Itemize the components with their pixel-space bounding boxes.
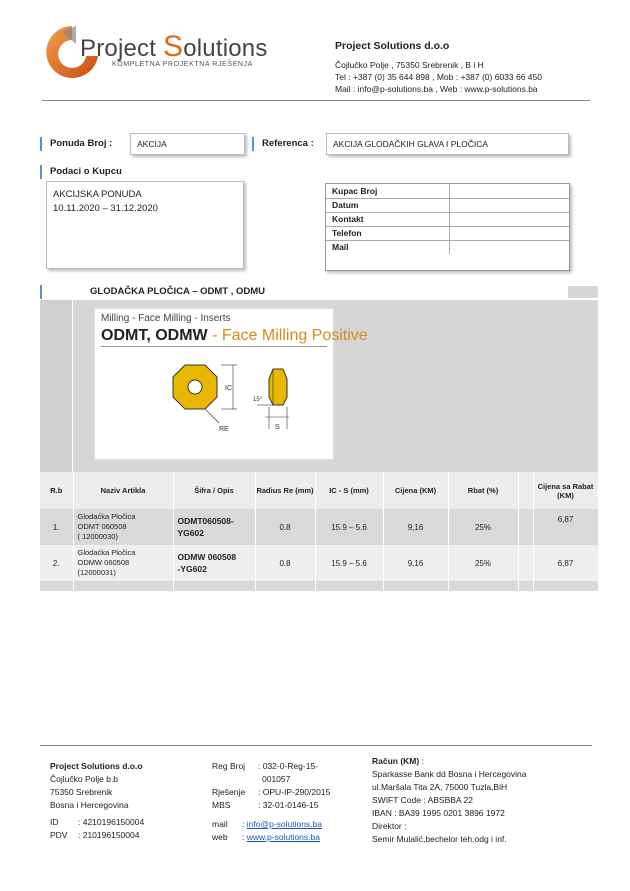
- table-row: [326, 226, 569, 240]
- table-row: [326, 198, 569, 212]
- cell-radius: 0.8: [255, 509, 315, 545]
- sifra-line: -YG602: [177, 564, 207, 574]
- footer-bank-block: [372, 755, 602, 846]
- image-divider: [101, 346, 327, 347]
- mail-link[interactable]: info@p-solutions.ba: [246, 819, 322, 829]
- offer-number-value: AKCIJA: [137, 139, 167, 149]
- offer-number-field: [130, 133, 245, 155]
- section-title: GLODAČKA PLOČICA – ODMT , ODMU: [90, 286, 266, 297]
- rjesenje-label: Rješenje: [212, 787, 246, 797]
- contact-value: [449, 198, 569, 212]
- bank-line: ul.Maršala Tita 2A, 75000 Tuzla,BiH: [372, 782, 508, 792]
- table-row: [40, 509, 598, 545]
- footer-divider: [40, 745, 592, 746]
- dim-re-label: RE: [219, 426, 229, 433]
- cell-sifra: [173, 509, 255, 545]
- cell-cijena-rabat: 6,87: [533, 545, 598, 581]
- reg-value-cont: 001057: [262, 774, 291, 784]
- table-row: [326, 184, 569, 198]
- section-marker: [568, 286, 598, 298]
- mail-label: mail: [212, 819, 228, 829]
- image-title-models: ODMT, ODMW: [101, 327, 208, 344]
- customer-box: [46, 181, 244, 269]
- company-name: Project Solutions d.o.o: [335, 40, 450, 52]
- cell-radius: 0.8: [255, 545, 315, 581]
- cell-empty: [518, 509, 533, 545]
- reference-label: Referenca :: [262, 138, 314, 149]
- cell-naziv: [73, 509, 173, 545]
- mbs-label: MBS: [212, 800, 231, 810]
- footer-pdv-row: [50, 829, 210, 842]
- image-title-desc: - Face Milling Positive: [207, 327, 368, 344]
- contact-value: [449, 240, 569, 254]
- image-category: Milling - Face Milling - Inserts: [101, 313, 231, 324]
- footer-address: Čojlučko Polje b.b: [50, 774, 119, 784]
- naziv-line: ODMT 060508: [77, 522, 127, 531]
- reference-value: AKCIJA GLODAČKIH GLAVA I PLOČICA: [333, 139, 489, 149]
- pdv-label: PDV: [50, 830, 68, 840]
- footer-id-row: [50, 816, 210, 829]
- accent-bar: [40, 165, 42, 179]
- web-row: web : www.p-solutions.ba: [212, 832, 320, 842]
- racun-suffix: :: [419, 756, 424, 766]
- direktor-label: Direktor :: [372, 821, 407, 831]
- table-row: [326, 212, 569, 226]
- cell-cijena: 9,16: [383, 509, 448, 545]
- contact-value: [449, 226, 569, 240]
- naziv-line: ( 12000030): [77, 532, 118, 541]
- cell-naziv: [73, 545, 173, 581]
- accent-bar: [40, 137, 42, 151]
- col-header: Cijena sa Rabat (KM): [533, 472, 598, 509]
- accent-bar: [252, 137, 254, 151]
- naziv-line: Glodaćka Pločica: [77, 548, 136, 557]
- sifra-line: YG602: [177, 528, 204, 538]
- contact-label: Telefon: [326, 226, 449, 240]
- iban: IBAN : BA39 1995 0201 3896 1972: [372, 808, 505, 818]
- contact-label: Kontakt: [326, 212, 449, 226]
- col-header-empty: [518, 472, 533, 509]
- reference-field: [326, 133, 569, 155]
- col-header: Rbat (%): [448, 472, 518, 509]
- cell-ic: 15.9 – 5.6: [315, 509, 383, 545]
- col-header: Šifra / Opis: [173, 472, 255, 509]
- contact-value: [449, 184, 569, 198]
- reg-label: Reg Broj: [212, 761, 246, 771]
- table-row: [326, 240, 569, 254]
- accent-bar: [40, 285, 42, 299]
- direktor-name: Semir Mulalić,bechelor teh.odg i inf.: [372, 834, 507, 844]
- company-address-block: [335, 59, 595, 95]
- racun-label: Račun (KM): [372, 756, 420, 766]
- reg-value: : 032-0-Reg-15-: [258, 761, 319, 771]
- col-header: R.b: [40, 472, 73, 509]
- col-header: Naziv Artikla: [73, 472, 173, 509]
- company-contact: Mail : info@p-solutions.ba , Web : www.p-solutions.ba: [335, 84, 538, 94]
- rjesenje-row: [212, 786, 352, 799]
- sifra-line: ODMW 060508: [177, 552, 237, 562]
- col-header: IC - S (mm): [315, 472, 383, 509]
- cell-ic: 15.9 – 5.6: [315, 545, 383, 581]
- cell-rabat: 25%: [448, 545, 518, 581]
- product-panel-column: [40, 300, 73, 472]
- bank-line: Sparkasse Bank dd Bosna i Hercegovina: [372, 769, 527, 779]
- pdv-value: : 210196150004: [78, 830, 140, 840]
- cell-cijena: 9,16: [383, 545, 448, 581]
- mail-row: mail : info@p-solutions.ba: [212, 819, 322, 829]
- logo-wordmark: Project Solutions: [80, 30, 268, 63]
- swift-code: SWIFT Code : ABSBBA 22: [372, 795, 473, 805]
- table-row-spacer: [40, 581, 598, 591]
- mbs-value: : 32-01-0146-15: [258, 800, 319, 810]
- footer-company-name: Project Solutions d.o.o: [50, 761, 143, 771]
- contact-label: Kupac Broj: [326, 184, 449, 198]
- naziv-line: (12000031): [77, 568, 116, 577]
- cell-sifra: [173, 545, 255, 581]
- table-row: [40, 545, 598, 581]
- product-table: [40, 472, 598, 591]
- customer-line: AKCIJSKA PONUDA: [53, 189, 142, 200]
- reg-row: [212, 760, 352, 773]
- customer-line: 10.11.2020 – 31.12.2020: [53, 203, 158, 214]
- footer-address: Bosna i Hercegovina: [50, 800, 129, 810]
- contact-value: [449, 212, 569, 226]
- naziv-line: Glodaćka Pločica: [77, 512, 136, 521]
- product-image: [94, 308, 368, 460]
- web-link[interactable]: www.p-solutions.ba: [246, 832, 320, 842]
- cell-rabat: 25%: [448, 509, 518, 545]
- footer-address: 75350 Srebrenik: [50, 787, 113, 797]
- col-header: Cijena (KM): [383, 472, 448, 509]
- contact-label: Mail: [332, 242, 349, 253]
- cell-rb: 1.: [40, 509, 73, 545]
- col-header: Radius Re (mm): [255, 472, 315, 509]
- contact-label: Datum: [326, 198, 449, 212]
- insert-drawing-icon: [165, 357, 325, 457]
- cell-empty: [518, 545, 533, 581]
- table-header-row: [40, 472, 598, 509]
- cell-rb: 2.: [40, 545, 73, 581]
- customer-contact-table: [325, 183, 570, 271]
- rjesenje-value: : OPU-IP-290/2015: [258, 787, 331, 797]
- dim-s-label: S: [275, 424, 280, 431]
- id-value: : 4210196150004: [78, 817, 145, 827]
- header-divider: [42, 100, 590, 101]
- image-title: [101, 327, 368, 345]
- cell-cijena-rabat: 6,87: [533, 509, 598, 545]
- customer-label: Podaci o Kupcu: [50, 166, 122, 177]
- company-address: Čojlučko Polje , 75350 Srebrenik , B i H: [335, 60, 484, 70]
- footer-company-block: [50, 760, 210, 842]
- dim-angle-label: 15°: [253, 397, 263, 403]
- dim-ic-label: IC: [225, 385, 232, 392]
- naziv-line: ODMW 060508: [77, 558, 130, 567]
- mbs-row: [212, 799, 352, 812]
- footer-registration-block: [212, 760, 352, 844]
- id-label: ID: [50, 817, 59, 827]
- web-label: web: [212, 832, 228, 842]
- logo-tagline: KOMPLETNA PROJEKTNA RJEŠENJA: [112, 61, 253, 68]
- company-phone: Tel : +387 (0) 35 644 898 , Mob : +387 (0) 6033 66 450: [335, 72, 542, 82]
- sifra-line: ODMT060508-: [177, 516, 234, 526]
- offer-number-label: Ponuda Broj :: [50, 138, 113, 149]
